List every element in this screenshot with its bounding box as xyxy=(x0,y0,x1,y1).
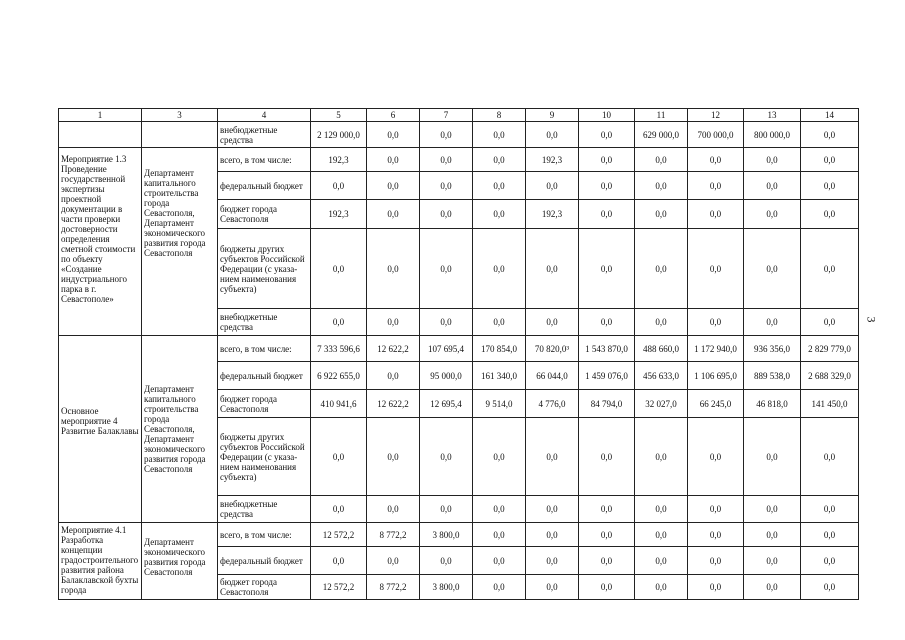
value-cell: 0,0 xyxy=(420,309,473,336)
value-cell: 0,0 xyxy=(744,547,801,575)
value-cell: 0,0 xyxy=(526,172,579,200)
value-cell: 0,0 xyxy=(635,575,688,600)
responsible-department: Департамент экономического развития города Севастополя xyxy=(142,523,218,600)
value-cell: 0,0 xyxy=(526,496,579,523)
page-number: 3 xyxy=(864,316,879,323)
value-cell: 0,0 xyxy=(367,148,420,172)
responsible-department: Департамент капитального строительства города Севастополя, Департамент экономического развития города Севастополя xyxy=(142,148,218,336)
value-cell: 936 356,0 xyxy=(744,336,801,362)
value-cell: 0,0 xyxy=(579,496,635,523)
value-cell: 0,0 xyxy=(635,200,688,229)
value-cell: 0,0 xyxy=(801,418,859,496)
value-cell: 0,0 xyxy=(579,309,635,336)
value-cell: 95 000,0 xyxy=(420,362,473,390)
value-cell: 488 660,0 xyxy=(635,336,688,362)
value-cell: 0,0 xyxy=(367,309,420,336)
table-row xyxy=(59,336,859,362)
value-cell: 889 538,0 xyxy=(744,362,801,390)
value-cell: 0,0 xyxy=(367,547,420,575)
value-cell: 0,0 xyxy=(526,547,579,575)
funding-source: бюджеты других субъектов Российской Федерации (с указа-нием наименования субъекта) xyxy=(218,418,311,496)
value-cell: 0,0 xyxy=(801,309,859,336)
value-cell: 0,0 xyxy=(311,418,367,496)
value-cell: 0,0 xyxy=(688,172,744,200)
value-cell: 32 027,0 xyxy=(635,390,688,418)
value-cell: 0,0 xyxy=(635,148,688,172)
value-cell: 12 622,2 xyxy=(367,390,420,418)
value-cell: 0,0 xyxy=(473,172,526,200)
value-cell: 0,0 xyxy=(801,148,859,172)
funding-source: внебюджетные средства xyxy=(218,496,311,523)
value-cell: 0,0 xyxy=(635,418,688,496)
value-cell: 0,0 xyxy=(311,229,367,309)
value-cell: 0,0 xyxy=(473,200,526,229)
value-cell: 0,0 xyxy=(579,229,635,309)
table-row xyxy=(59,148,859,172)
value-cell: 0,0 xyxy=(744,575,801,600)
value-cell: 192,3 xyxy=(311,200,367,229)
value-cell: 12 572,2 xyxy=(311,523,367,547)
column-number: 9 xyxy=(526,109,579,122)
value-cell: 12 622,2 xyxy=(367,336,420,362)
value-cell: 0,0 xyxy=(635,523,688,547)
column-number: 11 xyxy=(635,109,688,122)
value-cell: 66 044,0 xyxy=(526,362,579,390)
value-cell: 8 772,2 xyxy=(367,575,420,600)
funding-source: федеральный бюджет xyxy=(218,547,311,575)
value-cell: 0,0 xyxy=(744,523,801,547)
value-cell: 0,0 xyxy=(635,496,688,523)
measure-name: Мероприятие 1.3 Проведение государственной экспертизы проектной документации в части проверки достоверности определения сметной стоимости по объекту «Создание индустриального парка в г. Севастополе» xyxy=(59,148,142,336)
value-cell: 1 459 076,0 xyxy=(579,362,635,390)
empty-cell xyxy=(142,122,218,148)
value-cell: 161 340,0 xyxy=(473,362,526,390)
value-cell: 0,0 xyxy=(579,122,635,148)
value-cell: 0,0 xyxy=(688,547,744,575)
value-cell: 0,0 xyxy=(688,523,744,547)
value-cell: 0,0 xyxy=(688,575,744,600)
value-cell: 0,0 xyxy=(420,496,473,523)
value-cell: 0,0 xyxy=(635,229,688,309)
value-cell: 0,0 xyxy=(801,523,859,547)
value-cell: 7 333 596,6 xyxy=(311,336,367,362)
value-cell: 192,3 xyxy=(526,200,579,229)
value-cell: 0,0 xyxy=(311,547,367,575)
column-number: 3 xyxy=(142,109,218,122)
value-cell: 0,0 xyxy=(744,148,801,172)
column-number: 13 xyxy=(744,109,801,122)
value-cell: 0,0 xyxy=(801,496,859,523)
value-cell: 0,0 xyxy=(420,229,473,309)
value-cell: 0,0 xyxy=(801,575,859,600)
measure-name: Основное мероприятие 4 Развитие Балаклавы xyxy=(59,336,142,523)
value-cell: 0,0 xyxy=(526,229,579,309)
column-number: 10 xyxy=(579,109,635,122)
value-cell: 0,0 xyxy=(311,309,367,336)
table-row xyxy=(59,122,859,148)
value-cell: 0,0 xyxy=(311,496,367,523)
funding-source: всего, в том числе: xyxy=(218,523,311,547)
column-number: 4 xyxy=(218,109,311,122)
value-cell: 0,0 xyxy=(473,309,526,336)
value-cell: 46 818,0 xyxy=(744,390,801,418)
value-cell: 0,0 xyxy=(367,172,420,200)
value-cell: 141 450,0 xyxy=(801,390,859,418)
value-cell: 2 829 779,0 xyxy=(801,336,859,362)
value-cell: 0,0 xyxy=(635,309,688,336)
value-cell: 70 820,0³ xyxy=(526,336,579,362)
value-cell: 0,0 xyxy=(420,148,473,172)
value-cell: 0,0 xyxy=(801,172,859,200)
value-cell: 456 633,0 xyxy=(635,362,688,390)
value-cell: 1 106 695,0 xyxy=(688,362,744,390)
value-cell: 0,0 xyxy=(473,523,526,547)
column-number-row xyxy=(59,109,859,122)
column-number: 8 xyxy=(473,109,526,122)
value-cell: 170 854,0 xyxy=(473,336,526,362)
value-cell: 4 776,0 xyxy=(526,390,579,418)
value-cell: 0,0 xyxy=(473,148,526,172)
value-cell: 0,0 xyxy=(367,362,420,390)
value-cell: 1 172 940,0 xyxy=(688,336,744,362)
value-cell: 0,0 xyxy=(579,148,635,172)
value-cell: 0,0 xyxy=(473,547,526,575)
value-cell: 0,0 xyxy=(420,418,473,496)
value-cell: 192,3 xyxy=(526,148,579,172)
funding-source: бюджет города Севастополя xyxy=(218,575,311,600)
value-cell: 0,0 xyxy=(420,122,473,148)
value-cell: 0,0 xyxy=(688,229,744,309)
value-cell: 800 000,0 xyxy=(744,122,801,148)
value-cell: 0,0 xyxy=(473,496,526,523)
funding-source: федеральный бюджет xyxy=(218,172,311,200)
value-cell: 8 772,2 xyxy=(367,523,420,547)
value-cell: 0,0 xyxy=(744,496,801,523)
funding-source: бюджет города Севастополя xyxy=(218,390,311,418)
value-cell: 9 514,0 xyxy=(473,390,526,418)
empty-cell xyxy=(59,122,142,148)
value-cell: 0,0 xyxy=(311,172,367,200)
funding-source: федеральный бюджет xyxy=(218,362,311,390)
value-cell: 3 800,0 xyxy=(420,575,473,600)
value-cell: 410 941,6 xyxy=(311,390,367,418)
value-cell: 0,0 xyxy=(473,122,526,148)
value-cell: 0,0 xyxy=(526,309,579,336)
value-cell: 0,0 xyxy=(367,496,420,523)
value-cell: 84 794,0 xyxy=(579,390,635,418)
value-cell: 0,0 xyxy=(744,200,801,229)
value-cell: 2 688 329,0 xyxy=(801,362,859,390)
value-cell: 0,0 xyxy=(744,309,801,336)
funding-source: всего, в том числе: xyxy=(218,336,311,362)
value-cell: 0,0 xyxy=(367,200,420,229)
responsible-department: Департамент капитального строительства города Севастополя, Департамент экономического развития города Севастополя xyxy=(142,336,218,523)
value-cell: 0,0 xyxy=(688,148,744,172)
value-cell: 0,0 xyxy=(473,229,526,309)
funding-source: всего, в том числе: xyxy=(218,148,311,172)
value-cell: 0,0 xyxy=(420,200,473,229)
budget-table xyxy=(58,108,859,600)
value-cell: 0,0 xyxy=(367,122,420,148)
column-number: 12 xyxy=(688,109,744,122)
value-cell: 0,0 xyxy=(801,547,859,575)
value-cell: 0,0 xyxy=(801,122,859,148)
value-cell: 0,0 xyxy=(744,229,801,309)
value-cell: 0,0 xyxy=(526,122,579,148)
value-cell: 0,0 xyxy=(579,172,635,200)
value-cell: 0,0 xyxy=(526,523,579,547)
value-cell: 6 922 655,0 xyxy=(311,362,367,390)
value-cell: 0,0 xyxy=(635,547,688,575)
value-cell: 2 129 000,0 xyxy=(311,122,367,148)
value-cell: 0,0 xyxy=(801,229,859,309)
funding-source: бюджет города Севастополя xyxy=(218,200,311,229)
value-cell: 107 695,4 xyxy=(420,336,473,362)
funding-source: внебюджетные средства xyxy=(218,309,311,336)
value-cell: 0,0 xyxy=(579,418,635,496)
value-cell: 0,0 xyxy=(367,229,420,309)
measure-name: Мероприятие 4.1 Разработка концепции градостроительного развития района Балаклавской бухты города xyxy=(59,523,142,600)
value-cell: 0,0 xyxy=(526,575,579,600)
value-cell: 192,3 xyxy=(311,148,367,172)
column-number: 14 xyxy=(801,109,859,122)
value-cell: 0,0 xyxy=(367,418,420,496)
column-number: 1 xyxy=(59,109,142,122)
value-cell: 0,0 xyxy=(801,200,859,229)
value-cell: 0,0 xyxy=(744,418,801,496)
column-number: 5 xyxy=(311,109,367,122)
value-cell: 66 245,0 xyxy=(688,390,744,418)
funding-source: внебюджетные средства xyxy=(218,122,311,148)
value-cell: 629 000,0 xyxy=(635,122,688,148)
table-row xyxy=(59,523,859,547)
funding-source: бюджеты других субъектов Российской Федерации (с указа-нием наименования субъекта) xyxy=(218,229,311,309)
value-cell: 0,0 xyxy=(579,547,635,575)
value-cell: 0,0 xyxy=(688,418,744,496)
value-cell: 0,0 xyxy=(473,575,526,600)
value-cell: 0,0 xyxy=(688,309,744,336)
value-cell: 3 800,0 xyxy=(420,523,473,547)
value-cell: 12 695,4 xyxy=(420,390,473,418)
value-cell: 0,0 xyxy=(635,172,688,200)
value-cell: 700 000,0 xyxy=(688,122,744,148)
value-cell: 12 572,2 xyxy=(311,575,367,600)
value-cell: 0,0 xyxy=(579,523,635,547)
column-number: 6 xyxy=(367,109,420,122)
value-cell: 0,0 xyxy=(526,418,579,496)
value-cell: 0,0 xyxy=(420,172,473,200)
value-cell: 0,0 xyxy=(688,496,744,523)
value-cell: 1 543 870,0 xyxy=(579,336,635,362)
value-cell: 0,0 xyxy=(744,172,801,200)
value-cell: 0,0 xyxy=(420,547,473,575)
value-cell: 0,0 xyxy=(473,418,526,496)
column-number: 7 xyxy=(420,109,473,122)
value-cell: 0,0 xyxy=(688,200,744,229)
value-cell: 0,0 xyxy=(579,575,635,600)
value-cell: 0,0 xyxy=(579,200,635,229)
